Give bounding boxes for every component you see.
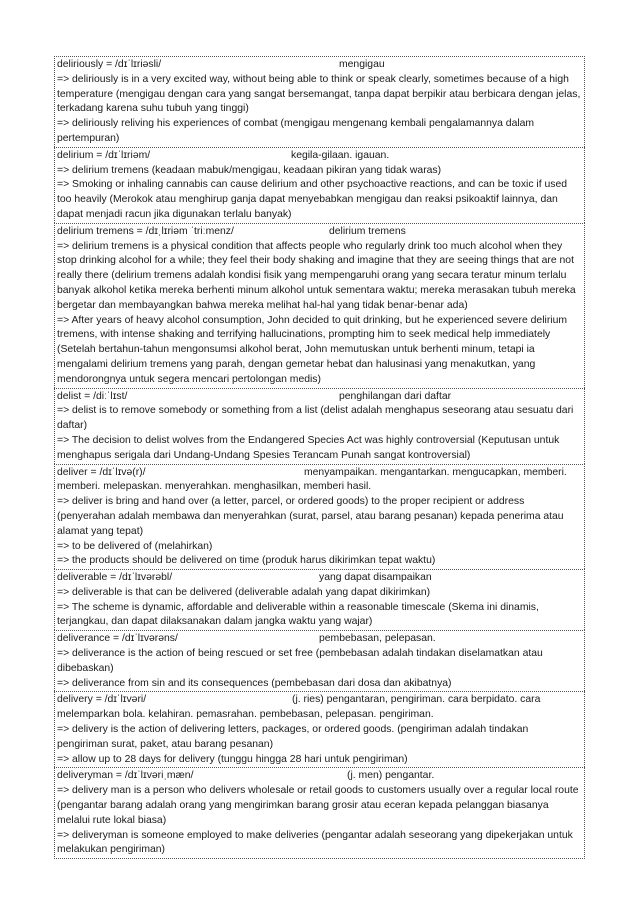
entry-line: => deliveryman is someone employed to make deliveries (pengantar adalah seseorang yang dipekerjakan untuk melakukan pengiriman)	[57, 829, 573, 856]
entry-heading	[57, 58, 582, 73]
dictionary-entry	[54, 767, 585, 859]
entry-heading	[57, 390, 582, 405]
entry-gloss: penghilangan dari daftar	[339, 390, 452, 402]
entry-line: => allow up to 28 days for delivery (tunggu hingga 28 hari untuk pengiriman)	[57, 753, 408, 765]
entry-term: delirium tremens = /dɪˌlɪriəm ˈtriːmenz/	[57, 225, 234, 237]
dictionary-entry	[54, 56, 585, 147]
entry-line: => delirium tremens is a physical condition that affects people who regularly drink too much alcohol when they stop drinking alcohol for a while; they feel their body shaking and imagine that they are seeing things that are not really there (delirium tremens adalah kondisi fisik yang mempengaruhi orang yang secara teratur minum terlalu banyak alkohol ketika mereka berhenti minum alkohol untuk sementara waktu; mereka merasakan tubuh mereka bergetar dan membayangkan bahwa mereka melihat hal-hal yang tidak benar-benar ada)	[57, 240, 576, 311]
entry-gloss: delirium tremens	[329, 225, 406, 237]
entry-gloss: pembebasan, pelepasan.	[319, 633, 436, 645]
entry-gloss: menyampaikan. mengantarkan. mengucapkan, memberi.	[304, 466, 567, 478]
dictionary-entry	[54, 691, 585, 767]
dictionary-entry	[54, 147, 585, 223]
dictionary-entry	[54, 223, 585, 388]
entry-gloss: mengigau	[339, 59, 385, 70]
entry-line: => delist is to remove somebody or something from a list (delist adalah menghapus seseorang atau sesuatu dari daftar)	[57, 405, 574, 432]
entry-line: => delivery man is a person who delivers wholesale or retail goods to customers usually over a regular local route (pengantar barang adalah orang yang mengirimkan barang grosir atau eceran kepada pelanggan biasanya melalui rute lokal biasa)	[57, 785, 579, 826]
entry-line: => deliverance from sin and its consequences (pembebasan dari dosa dan akibatnya)	[57, 677, 452, 689]
entry-line: => the products should be delivered on time (produk harus dikirimkan tepat waktu)	[57, 555, 436, 567]
entry-line: melemparkan bola. kelahiran. pemasrahan. pembebasan, pelepasan. pengiriman.	[57, 709, 434, 721]
entry-line: => delivery is the action of delivering letters, packages, or ordered goods. (pengiriman adalah tindakan pengiriman surat, paket, atau barang pesanan)	[57, 724, 529, 750]
entry-term: deliverance = /dɪˈlɪvərəns/	[57, 633, 178, 645]
entry-heading	[57, 225, 582, 240]
dictionary-entry	[54, 464, 585, 570]
entry-heading	[57, 466, 582, 481]
entry-term: deliriously = /dɪˈlɪriəsli/	[57, 59, 162, 70]
entry-term: delivery = /dɪˈlɪvəri/	[57, 694, 147, 706]
entry-line: => deliriously is in a very excited way, without being able to think or speak clearly, sometimes because of a high temperature (mengigau dengan cara yang sangat bersemangat, tanpa dapat berpikir atau berbicara dengan jelas, terkadang karena suhu tubuh yang tinggi)	[57, 73, 581, 115]
entry-line: => deliver is bring and hand over (a letter, parcel, or ordered goods) to the proper recipient or address (penyerahan adalah membawa dan menyerahkan (surat, parsel, atau barang pesanan) kepada penerima atau alamat yang tepat)	[57, 496, 564, 537]
dictionary-entry	[54, 630, 585, 691]
entry-term: deliver = /dɪˈlɪvə(r)/	[57, 466, 146, 478]
entry-line: => After years of heavy alcohol consumption, John decided to quit drinking, but he experienced severe delirium tremens, with intense shaking and terrifying hallucinations, prompting him to seek medical help immediately (Setelah bertahun-tahun mengonsumsi alkohol berat, John memutuskan untuk berhenti minum, tetapi ia mengalami delirium tremens yang parah, dengan gemetar hebat dan halusinasi yang menakutkan, yang mendorongnya untuk segera mencari pertolongan medis)	[57, 314, 568, 385]
entry-term: delirium = /dɪˈlɪriəm/	[57, 149, 151, 161]
entry-line: => to be delivered of (melahirkan)	[57, 540, 213, 552]
entry-gloss: yang dapat disampaikan	[319, 572, 432, 584]
entry-heading	[57, 693, 582, 708]
entry-term: deliveryman = /dɪˈlɪvəriˌmæn/	[57, 770, 194, 782]
dictionary-page	[54, 56, 585, 859]
entry-line: => delirium tremens (keadaan mabuk/mengigau, keadaan pikiran yang tidak waras)	[57, 164, 442, 176]
entry-line: => deliverance is the action of being rescued or set free (pembebasan adalah tindakan diselamatkan atau dibebaskan)	[57, 648, 543, 674]
entry-heading	[57, 149, 582, 164]
dictionary-entry	[54, 569, 585, 630]
entry-gloss: (j. ries) pengantaran, pengiriman. cara berpidato. cara	[292, 694, 541, 706]
entry-gloss: kegila-gilaan. igauan.	[291, 149, 390, 161]
dictionary-entry	[54, 388, 585, 464]
entry-heading	[57, 632, 582, 647]
entry-line: => Smoking or inhaling cannabis can cause delirium and other psychoactive reactions, and can be toxic if used too heavily (Merokok atau menghirup ganja dapat menyebabkan mengigau dan reaksi psikoaktif lainnya, dan dapat menjadi racun jika digunakan terlalu banyak)	[57, 179, 568, 220]
entry-gloss: (j. men) pengantar.	[347, 770, 435, 782]
entry-line: => deliriously reliving his experiences of combat (mengigau mengenang kembali pengalamannya dalam pertempuran)	[57, 118, 535, 144]
entry-line: memberi. melepaskan. menyerahkan. menghasilkan, memberi hasil.	[57, 481, 372, 493]
entry-line: => The scheme is dynamic, affordable and deliverable within a reasonable timescale (Skema ini dinamis, terjangkau, dan dapat dilaksanakan dalam jangka waktu yang wajar)	[57, 601, 539, 628]
entry-line: => deliverable is that can be delivered (deliverable adalah yang dapat dikirimkan)	[57, 586, 431, 598]
entry-term: delist = /diːˈlɪst/	[57, 390, 128, 402]
entry-heading	[57, 571, 582, 586]
entry-heading	[57, 769, 582, 784]
entry-line: => The decision to delist wolves from the Endangered Species Act was highly controversial (Keputusan untuk menghapus serigala dari Undang-Undang Spesies Terancam Punah sangat kontroversial)	[57, 434, 560, 461]
entry-term: deliverable = /dɪˈlɪvərəbl/	[57, 572, 173, 584]
